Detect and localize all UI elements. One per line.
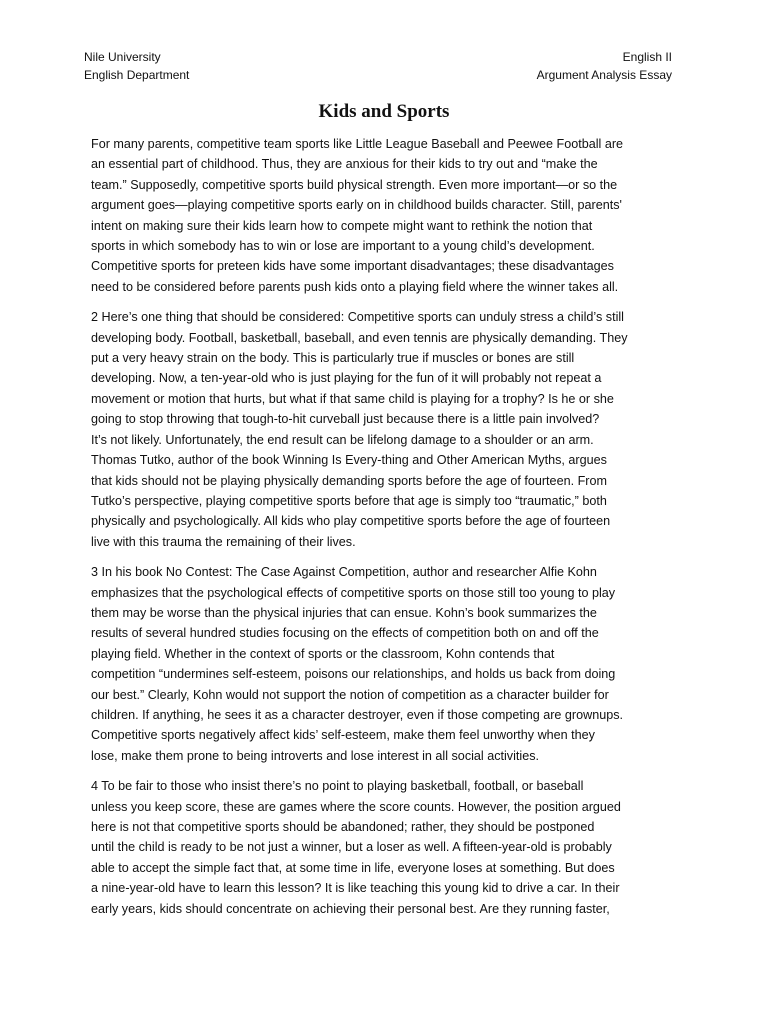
paragraph-line: unless you keep score, these are games where the score counts. However, the position argued (91, 799, 621, 814)
paragraph-line: physically and psychologically. All kids who play competitive sports before the age of fourteen (91, 514, 611, 529)
essay-title: Kids and Sports (318, 101, 450, 122)
header-left (84, 48, 189, 84)
paragraph-line: live with this trauma the remaining of their lives. (91, 534, 356, 549)
paragraph-line: them may be worse than the physical injuries that can ensue. Kohn’s book summarizes the (91, 605, 597, 620)
paragraph-line: 2 Here’s one thing that should be considered: Competitive sports can unduly stress a child’s still (91, 310, 624, 325)
paragraph-line: developing body. Football, basketball, baseball, and even tennis are physically demanding. They (91, 330, 628, 345)
paragraph-line: put a very heavy strain on the body. This is particularly true if muscles or bones are still (91, 351, 575, 366)
paragraph-line: a nine-year-old have to learn this lesson? It is like teaching this young kid to drive a car. In their (91, 881, 620, 896)
paragraph-line: Tutko’s perspective, playing competitive sports before that age is simply too “traumatic,” both (91, 493, 607, 508)
paragraph-line: developing. Now, a ten-year-old who is just playing for the fun of it will probably not repeat a (91, 371, 602, 386)
paragraph-line: It’s not likely. Unfortunately, the end result can be lifelong damage to a shoulder or an arm. (91, 432, 594, 447)
paragraph-line: able to accept the simple fact that, at some time in life, everyone loses at something. But does (91, 860, 615, 875)
essay-body (91, 134, 687, 929)
paragraph-line: Competitive sports for preteen kids have some important disadvantages; these disadvantages (91, 259, 614, 274)
paragraph-line: emphasizes that the psychological effects of competitive sports on those still too young to play (91, 585, 616, 600)
paragraph-line: playing field. Whether in the context of sports or the classroom, Kohn contends that (91, 646, 555, 661)
paragraph-line: early years, kids should concentrate on achieving their personal best. Are they running faster, (91, 901, 610, 916)
paragraph-line: 3 In his book No Contest: The Case Against Competition, author and researcher Alfie Kohn (91, 565, 597, 580)
paragraph-line: results of several hundred studies focusing on the effects of competition both on and off the (91, 626, 599, 641)
paragraph-line: intent on making sure their kids learn how to compete might want to rethink the notion that (91, 218, 593, 233)
paragraph-line: For many parents, competitive team sports like Little League Baseball and Peewee Football are (91, 137, 624, 151)
paragraph-line: here is not that competitive sports should be abandoned; rather, they should be postponed (91, 820, 595, 834)
header-right (537, 48, 672, 84)
paragraph-2 (91, 307, 687, 552)
paragraph-line: team.” Supposedly, competitive sports build physical strength. Even more important—or so the (91, 177, 618, 192)
paragraph-4 (91, 776, 687, 919)
paragraph-line: movement or motion that hurts, but what if that same child is playing for a trophy? Is he or she (91, 391, 614, 406)
paragraph-line: Thomas Tutko, author of the book Winning Is Every-thing and Other American Myths, argues (91, 453, 607, 468)
paragraph-line: that kids should not be playing physically demanding sports before the age of fourteen. From (91, 473, 607, 488)
paragraph-line: lose, make them prone to being introverts and lose interest in all social activities. (91, 748, 540, 763)
course-name: English II (622, 50, 672, 64)
paragraph-line: sports in which somebody has to win or lose are important to a young child’s development. (91, 239, 595, 254)
paragraph-1 (91, 134, 687, 297)
paragraph-line: children. If anything, he sees it as a character destroyer, even if those competing are grownups. (91, 707, 624, 722)
paragraph-line: 4 To be fair to those who insist there’s no point to playing basketball, football, or baseball (91, 779, 584, 794)
department-name: English Department (84, 68, 190, 82)
paragraph-line: an essential part of childhood. Thus, they are anxious for their kids to try out and “make the (91, 157, 598, 172)
paragraph-line: Competitive sports negatively affect kids’ self-esteem, make them feel unworthy when they (91, 728, 595, 743)
assignment-name: Argument Analysis Essay (536, 68, 672, 82)
paragraph-line: going to stop throwing that tough-to-hit curveball just because there is a little pain involved? (91, 412, 600, 427)
paragraph-3 (91, 562, 687, 766)
paragraph-line: argument goes—playing competitive sports early on in childhood builds character. Still, parents' (91, 198, 622, 213)
paragraph-line: competition “undermines self-esteem, poisons our relationships, and holds us back from doing (91, 667, 616, 682)
university-name: Nile University (84, 50, 161, 64)
paragraph-line: need to be considered before parents push kids onto a playing field where the winner takes all. (91, 279, 619, 294)
paragraph-line: until the child is ready to be not just a winner, but a loser as well. A fifteen-year-old is probably (91, 840, 612, 855)
paragraph-line: our best.” Clearly, Kohn would not support the notion of competition as a character builder for (91, 687, 609, 702)
